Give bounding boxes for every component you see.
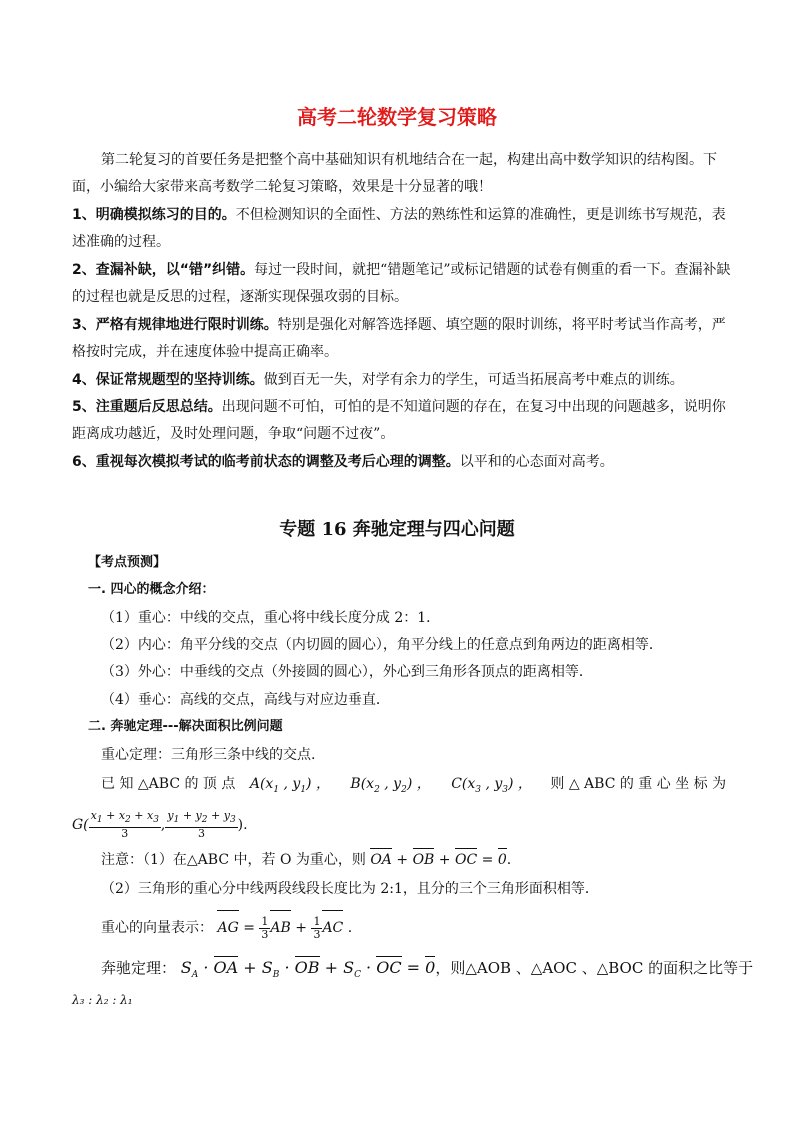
tip-1 [72, 205, 726, 225]
vertex-c: $C(x_3$ , $y_3$) ， [451, 776, 532, 795]
tip-3-cont: 格按时完成，并在速度体验中提高正确率。 [72, 344, 338, 360]
tip-1-heading: 1、明确模拟练习的目的。 [72, 207, 236, 223]
tip-2 [72, 260, 730, 280]
vector-rep-equation: AG = $\frac{1}{3}$ AB + $\frac{1}{3}$ AC [217, 920, 343, 936]
tip-5 [72, 397, 726, 417]
centroid-definition: 重心定理：三角形三条中线的交点. [101, 747, 316, 763]
part1-heading: 一. 四心的概念介绍： [88, 582, 215, 597]
benz-prefix: 奔驰定理： [101, 959, 177, 977]
benz-equation: $S_A$ · OA + $S_B$ · OB + $S_C$ · OC = 0 [180, 958, 436, 981]
g-label: G( [72, 817, 89, 833]
note-1: 注意：（1）在△ABC 中，若 O 为重心，则 OA + OB + OC = 0. [101, 852, 512, 868]
tip-4-text: 做到百无一失，对学有余力的学生，可适当拓展高考中难点的训练。 [263, 372, 684, 388]
tip-4 [72, 370, 684, 390]
known-prefix: 已 知 △ABC 的 顶 点 [101, 776, 236, 792]
intro-line-2: 面，小编给大家带来高考数学二轮复习策略，效果是十分显著的哦！ [72, 179, 492, 195]
vector-rep-prefix: 重心的向量表示： [101, 920, 213, 936]
known-vertices-line [101, 774, 727, 800]
note-1-prefix: 注意：（1）在△ABC 中，若 O 为重心，则 [101, 852, 366, 868]
center-circumcenter: （3）外心：中垂线的交点（外接圆的圆心），外心到三角形各顶点的距离相等． [101, 664, 593, 680]
document-title: 高考二轮数学复习策略 [297, 105, 497, 129]
tip-4-heading: 4、保证常规题型的坚持训练。 [72, 372, 264, 388]
vertex-b: $B(x_2$ , $y_2$) ， [350, 776, 431, 795]
intro-line-1: 第二轮复习的首要任务是把整个高中基础知识有机地结合在一起，构建出高中数学知识的结构图。下 [101, 152, 717, 168]
benz-mid: ，则△AOB 、△AOC 、△BOC 的面积之比等于 [435, 959, 754, 977]
benz-theorem [101, 958, 753, 985]
center-centroid: （1）重心：中线的交点，重心将中线长度分成 2：1． [101, 610, 441, 626]
g-x-fraction: $\frac{x_1 + x_2 + x_3}{3}$ [90, 809, 159, 840]
topic-title: 专题 16 奔驰定理与四心问题 [279, 519, 515, 540]
tip-3 [72, 315, 726, 335]
center-orthocenter: （4）垂心：高线的交点，高线与对应边垂直． [101, 692, 390, 708]
centroid-formula: G( $\frac{x_1 + x_2 + x_3}{3}$ , $\frac{y_1 + y_2 + y_3}{3}$ ). [72, 809, 248, 840]
tip-6 [72, 452, 614, 472]
tip-1-text: 不但检测知识的全面性、方法的熟练性和运算的准确性，更是训练书写规范，表 [235, 207, 726, 223]
part2-heading: 二. 奔驰定理---解决面积比例问题 [88, 719, 283, 734]
tip-5-heading: 5、注重题后反思总结。 [72, 399, 222, 415]
section-label: 【考点预测】 [88, 555, 167, 570]
tip-6-text: 以平和的心态面对高考。 [459, 454, 614, 470]
tip-1-cont: 述准确的过程。 [72, 234, 170, 250]
known-suffix: 则 △ ABC 的 重 心 坐 标 为 [550, 776, 727, 792]
tip-3-heading: 3、严格有规律地进行限时训练。 [72, 317, 278, 333]
area-ratio: λ₃ : λ₂ : λ₁ [72, 993, 133, 1007]
vector-representation: 重心的向量表示： AG = $\frac{1}{3}$ AB + $\frac{1}{3}$ AC . [101, 912, 352, 944]
tip-6-heading: 6、重视每次模拟考试的临考前状态的调整及考后心理的调整。 [72, 454, 460, 470]
tip-5-text: 出现问题不可怕，可怕的是不知道问题的存在，在复习中出现的问题越多，说明你 [221, 399, 726, 415]
note-2: （2）三角形的重心分中线两段线段长度比为 2:1，且分的三个三角形面积相等． [101, 881, 599, 897]
tip-5-cont: 距离成功越近，及时处理问题，争取“问题不过夜”。 [72, 426, 395, 442]
vertex-a: $A(x_1$ , $y_1$) ， [249, 776, 330, 795]
g-y-fraction: $\frac{y_1 + y_2 + y_3}{3}$ [167, 809, 236, 840]
tip-2-heading: 2、查漏补缺，以“错”纠错。 [72, 262, 255, 278]
tip-2-text: 每过一段时间，就把“错题笔记”或标记错题的试卷有侧重的看一下。查漏补缺 [254, 262, 731, 278]
note-1-equation: OA + OB + OC = 0 [370, 852, 507, 868]
tip-3-text: 特别是强化对解答选择题、填空题的限时训练，将平时考试当作高考，严 [277, 317, 726, 333]
tip-2-cont: 的过程也就是反思的过程，逐渐实现保强攻弱的目标。 [72, 289, 408, 305]
center-incenter: （2）内心：角平分线的交点（内切圆的圆心），角平分线上的任意点到角两边的距离相等． [101, 637, 663, 653]
